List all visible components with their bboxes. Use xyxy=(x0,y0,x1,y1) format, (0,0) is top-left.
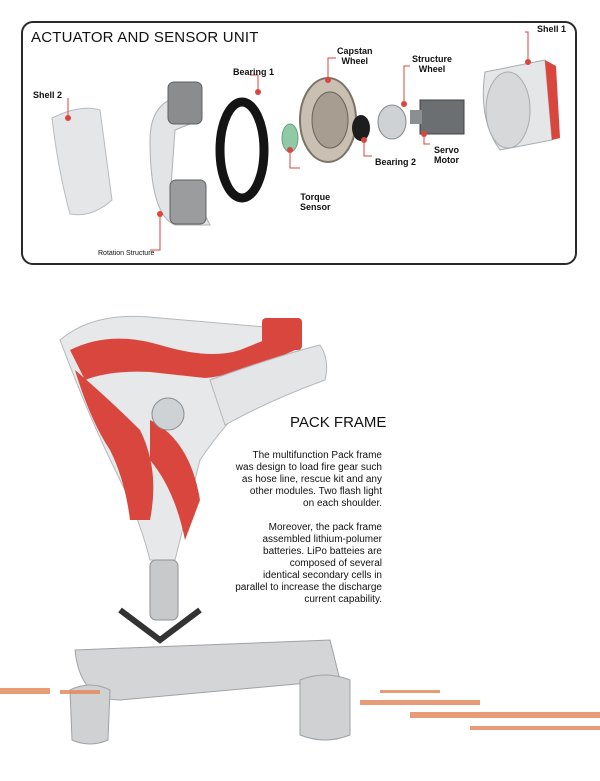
servo-motor-part xyxy=(420,100,464,134)
label-torque-sensor: Torque Sensor xyxy=(300,192,331,212)
label-rotation-structure: Rotation Structure xyxy=(98,250,155,257)
hip-pad-right xyxy=(300,675,350,740)
rotation-cylinder-top xyxy=(168,82,202,124)
pack-frame-paragraph-1: The multifunction Pack frame was design to load fire gear such as hose line, rescue kit and any other modules. Two flash light on each shoulder. xyxy=(235,450,382,509)
label-bearing-1: Bearing 1 xyxy=(233,67,275,77)
label-capstan-wheel: Capstan Wheel xyxy=(337,46,373,66)
pack-frame-paragraph-2: Moreover, the pack frame assembled lithium-polumer batteries. LiPo batteies are composed of several identical secondary cells in parallel to increase the discharge current capability. xyxy=(235,522,382,605)
panel-title: ACTUATOR AND SENSOR UNIT xyxy=(31,29,259,46)
rotation-cylinder-bottom xyxy=(170,180,206,224)
structure-wheel-part xyxy=(378,105,406,139)
capstan-wheel-inner xyxy=(312,92,348,148)
shell-1-opening xyxy=(486,72,530,148)
pack-frame-title: PACK FRAME xyxy=(290,414,387,431)
bearing-1-part xyxy=(220,102,264,198)
servo-motor-shaft xyxy=(410,110,422,124)
pack-frame-joint xyxy=(152,398,184,430)
shell-2-part xyxy=(52,108,112,215)
label-shell-2: Shell 2 xyxy=(33,90,63,100)
label-shell-1: Shell 1 xyxy=(537,24,567,34)
exo-logo: EXO-05 xyxy=(50,507,77,556)
label-structure-wheel: Structure Wheel xyxy=(412,54,453,74)
label-servo-motor: Servo Motor xyxy=(434,145,460,165)
label-bearing-2: Bearing 2 xyxy=(375,157,417,167)
shoulder-clip xyxy=(262,318,302,350)
bearing-2-part xyxy=(352,115,370,141)
spine-column xyxy=(150,560,178,620)
